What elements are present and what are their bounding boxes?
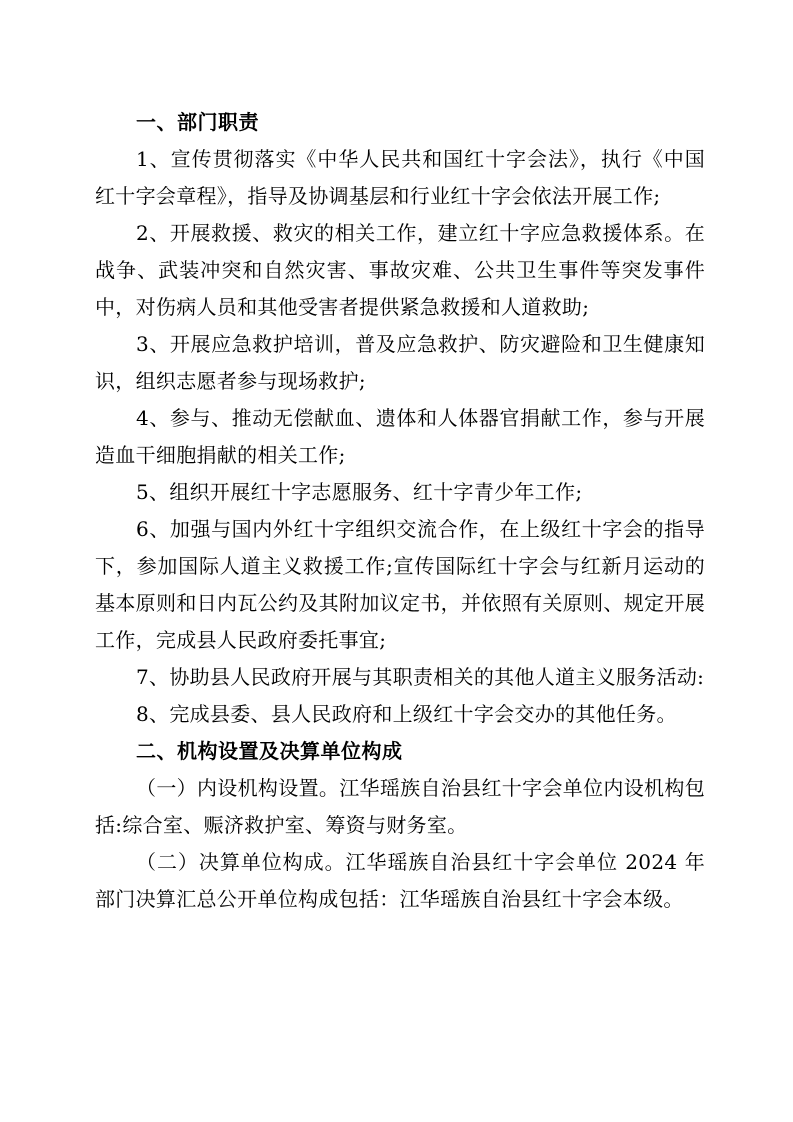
duty-item-3: 3、开展应急救护培训，普及应急救护、防灾避险和卫生健康知识，组织志愿者参与现场救护; <box>95 332 705 393</box>
document-body <box>95 104 705 918</box>
duty-item-6: 6、加强与国内外红十字组织交流合作，在上级红十字会的指导下，参加国际人道主义救援工作;宣传国际红十字会与红新月运动的基本原则和日内瓦公约及其附加议定书，并依照有关原则、规定开展工作，完成县人民政府委托事宜; <box>95 517 705 652</box>
section-heading-duties: 一、部门职责 <box>136 110 259 134</box>
duty-item-5: 5、组织开展红十字志愿服务、红十字青少年工作; <box>136 480 583 504</box>
duty-item-8: 8、完成县委、县人民政府和上级红十字会交办的其他任务。 <box>136 702 677 726</box>
section-heading-structure: 二、机构设置及决算单位构成 <box>136 739 403 763</box>
duty-item-2: 2、开展救援、救灾的相关工作，建立红十字应急救援体系。在战争、武装冲突和自然灾害、事故灾难、公共卫生事件等突发事件中，对伤病人员和其他受害者提供紧急救援和人道救助; <box>95 221 705 319</box>
duty-item-1: 1、宣传贯彻落实《中华人民共和国红十字会法》，执行《中国红十字会章程》，指导及协调基层和行业红十字会依法开展工作; <box>95 147 705 208</box>
duty-item-7: 7、协助县人民政府开展与其职责相关的其他人道主义服务活动: <box>136 665 705 689</box>
duty-item-4: 4、参与、推动无偿献血、遗体和人体器官捐献工作，参与开展造血干细胞捐献的相关工作; <box>95 406 705 467</box>
internal-structure-paragraph: （一）内设机构设置。江华瑶族自治县红十字会单位内设机构包括:综合室、赈济救护室、筹资与财务室。 <box>95 776 705 837</box>
accounting-units-paragraph: （二）决算单位构成。江华瑶族自治县红十字会单位 2024 年部门决算汇总公开单位构成包括：江华瑶族自治县红十字会本级。 <box>95 850 705 911</box>
